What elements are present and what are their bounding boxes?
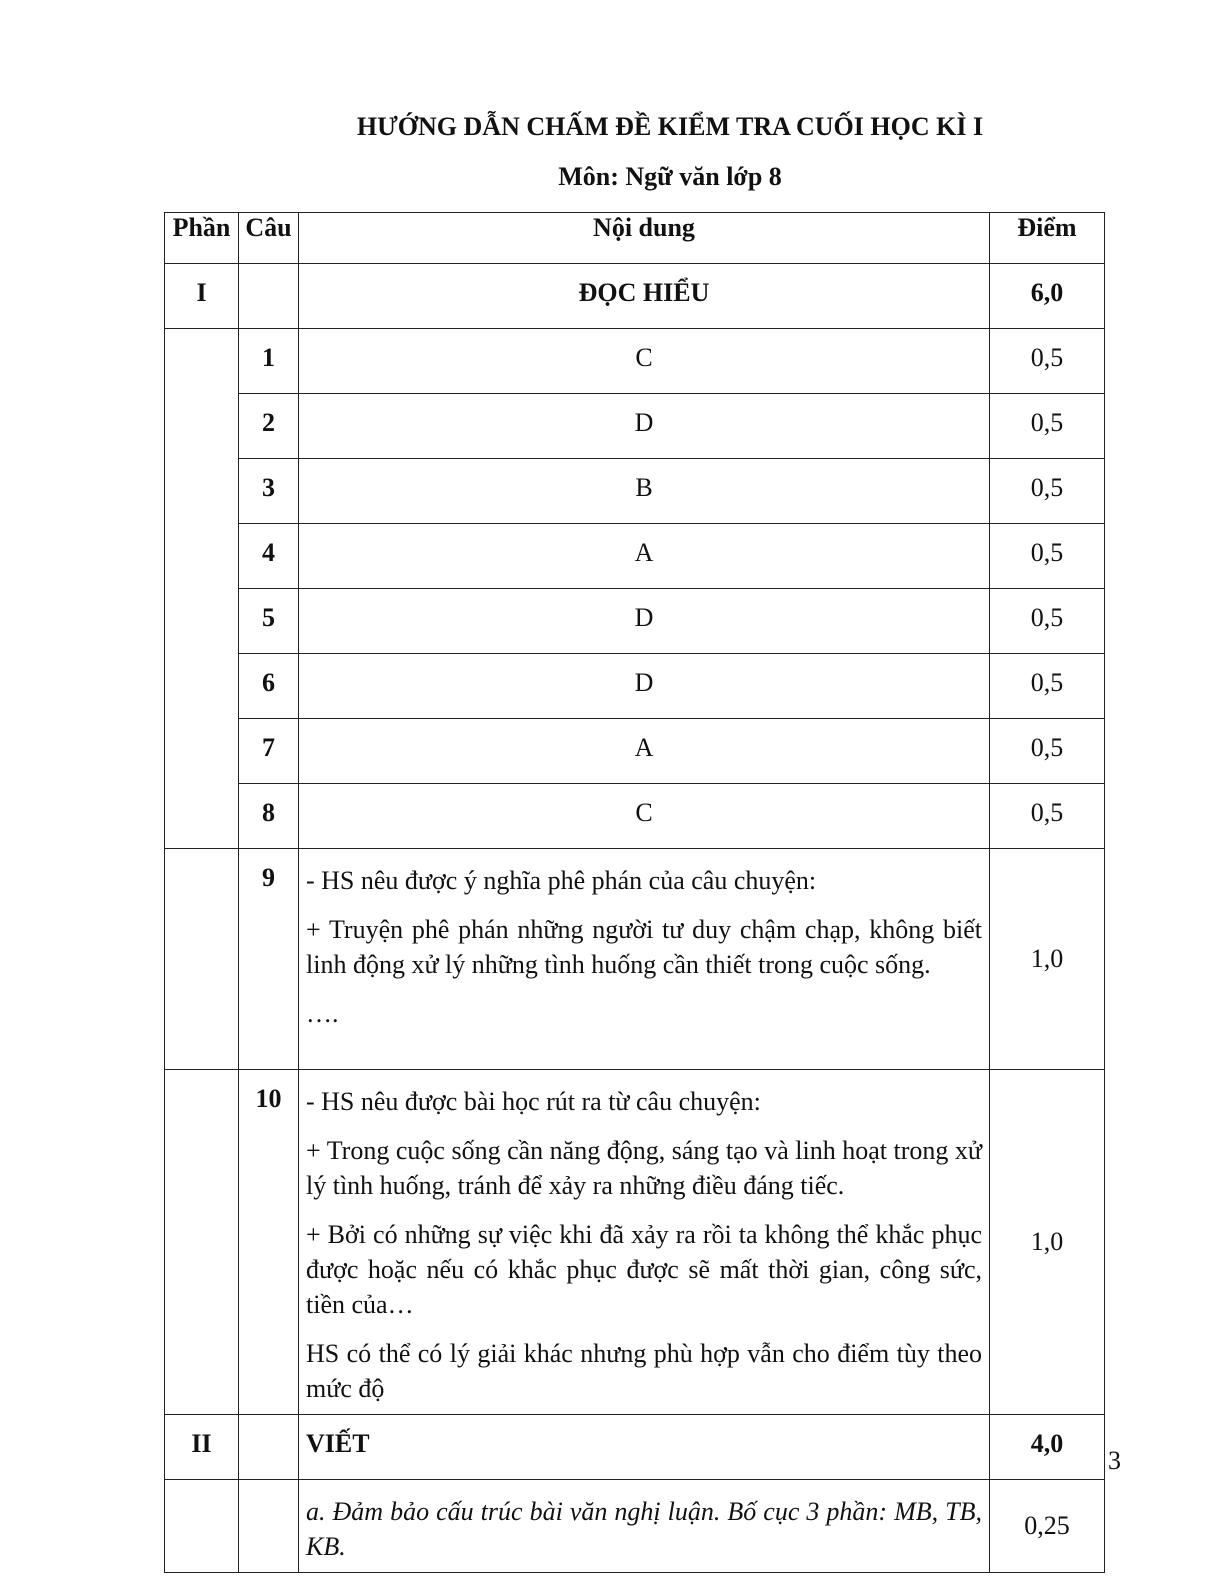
answer: C bbox=[299, 329, 990, 394]
header-content: Nội dung bbox=[299, 213, 990, 264]
section-label: VIẾT bbox=[299, 1415, 990, 1480]
grading-table bbox=[164, 212, 1105, 1573]
question-number: 4 bbox=[239, 524, 299, 589]
section-row-reading bbox=[165, 264, 1105, 329]
table-row bbox=[165, 329, 1105, 394]
guide-paragraph: + Truyện phê phán những người tư duy chậm chạp, không biết linh động xử lý những tình huống cần thiết trong cuộc sống. bbox=[306, 915, 982, 979]
score: 0,25 bbox=[990, 1480, 1105, 1573]
score: 0,5 bbox=[990, 329, 1105, 394]
table-row bbox=[165, 719, 1105, 784]
guide-paragraph: + Trong cuộc sống cần năng động, sáng tạo và linh hoạt trong xử lý tình huống, tránh để xảy ra những điều đáng tiếc. bbox=[306, 1136, 982, 1200]
score: 0,5 bbox=[990, 784, 1105, 849]
table-row bbox=[165, 524, 1105, 589]
question-number: 6 bbox=[239, 654, 299, 719]
question-number: 8 bbox=[239, 784, 299, 849]
header-part: Phần bbox=[165, 213, 239, 264]
guide-paragraph: HS có thể có lý giải khác nhưng phù hợp vẫn cho điểm tùy theo mức độ bbox=[306, 1339, 982, 1403]
score: 0,5 bbox=[990, 719, 1105, 784]
criterion-cell bbox=[299, 1480, 990, 1573]
page-number: 3 bbox=[1108, 1446, 1121, 1475]
document-subtitle: Môn: Ngữ văn lớp 8 bbox=[558, 162, 782, 191]
answer: C bbox=[299, 784, 990, 849]
question-number: 9 bbox=[239, 849, 299, 1070]
question-number: 10 bbox=[239, 1070, 299, 1415]
section-score: 6,0 bbox=[990, 264, 1105, 329]
answer-guide bbox=[299, 849, 990, 1070]
table-header-row bbox=[165, 213, 1105, 264]
score: 1,0 bbox=[990, 849, 1105, 1070]
table-row-q9 bbox=[165, 849, 1105, 1070]
table-row bbox=[165, 654, 1105, 719]
table-row bbox=[165, 784, 1105, 849]
score: 0,5 bbox=[990, 459, 1105, 524]
table-row bbox=[165, 459, 1105, 524]
question-number: 2 bbox=[239, 394, 299, 459]
table-row-q10 bbox=[165, 1070, 1105, 1415]
guide-paragraph: - HS nêu được bài học rút ra từ câu chuyện: bbox=[306, 1087, 761, 1116]
score: 0,5 bbox=[990, 589, 1105, 654]
section-label: ĐỌC HIỂU bbox=[299, 264, 990, 329]
question-number: 1 bbox=[239, 329, 299, 394]
table-row-item-a bbox=[165, 1480, 1105, 1573]
score: 1,0 bbox=[990, 1070, 1105, 1415]
answer: A bbox=[299, 719, 990, 784]
question-number: 7 bbox=[239, 719, 299, 784]
answer-guide bbox=[299, 1070, 990, 1415]
section-score: 4,0 bbox=[990, 1415, 1105, 1480]
document-title: HƯỚNG DẪN CHẤM ĐỀ KIỂM TRA CUỐI HỌC KÌ I bbox=[356, 112, 984, 141]
answer: B bbox=[299, 459, 990, 524]
section-part: II bbox=[165, 1415, 239, 1480]
table-row bbox=[165, 394, 1105, 459]
answer: A bbox=[299, 524, 990, 589]
answer: D bbox=[299, 394, 990, 459]
section-row-writing bbox=[165, 1415, 1105, 1480]
score: 0,5 bbox=[990, 394, 1105, 459]
question-number: 3 bbox=[239, 459, 299, 524]
answer: D bbox=[299, 589, 990, 654]
guide-paragraph: …. bbox=[306, 999, 339, 1028]
header-score: Điểm bbox=[990, 213, 1105, 264]
guide-paragraph: - HS nêu được ý nghĩa phê phán của câu chuyện: bbox=[306, 866, 817, 895]
criterion-text: a. Đảm bảo cấu trúc bài văn nghị luận. Bố cục 3 phần: MB, TB, KB. bbox=[306, 1497, 982, 1561]
score: 0,5 bbox=[990, 524, 1105, 589]
question-number: 5 bbox=[239, 589, 299, 654]
section-part: I bbox=[165, 264, 239, 329]
table-row bbox=[165, 589, 1105, 654]
score: 0,5 bbox=[990, 654, 1105, 719]
answer: D bbox=[299, 654, 990, 719]
header-question: Câu bbox=[239, 213, 299, 264]
guide-paragraph: + Bởi có những sự việc khi đã xảy ra rồi ta không thể khắc phục được hoặc nếu có khắc phục được sẽ mất thời gian, công sức, tiền của… bbox=[306, 1220, 982, 1319]
